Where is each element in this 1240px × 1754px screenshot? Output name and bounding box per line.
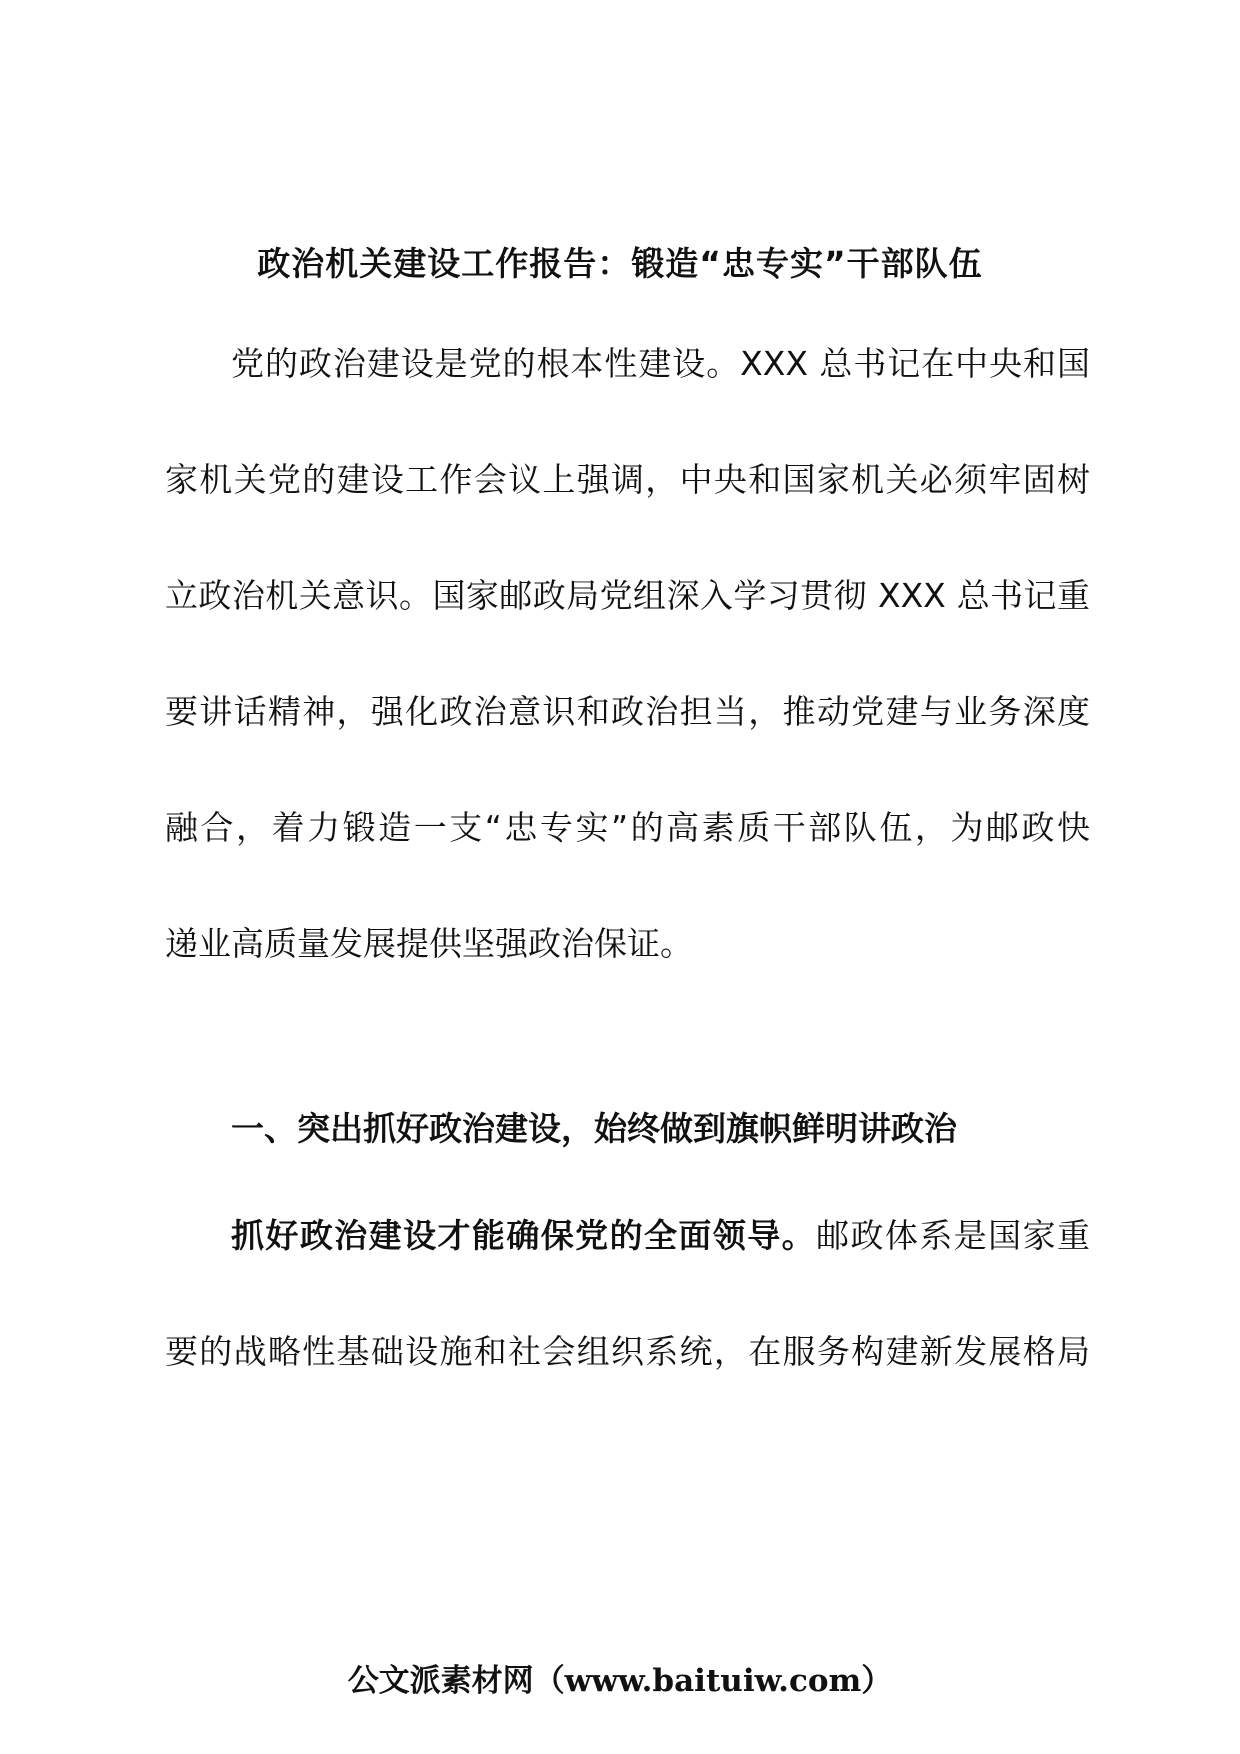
footer-site-name: 公文派素材网 [347, 1663, 534, 1699]
intro-line-2: 家机关党的建设工作会议上强调，中央和国家机关必须牢固树 [165, 460, 1090, 499]
intro-line-3: 立政治机关意识。国家邮政局党组深入学习贯彻 XXX 总书记重 [165, 576, 1090, 615]
section-heading-1: 一、突出抓好政治建设，始终做到旗帜鲜明讲政治 [231, 1109, 957, 1148]
section1-paragraph-line-1 [231, 1212, 1090, 1260]
footer-watermark [0, 1658, 1240, 1704]
footer-url: （www.baituiw.com） [533, 1663, 893, 1699]
section1-lead-sentence: 抓好政治建设才能确保党的全面领导。 [231, 1216, 817, 1255]
section1-line1-rest: 邮政体系是国家重 [816, 1216, 1091, 1255]
intro-line-1: 党的政治建设是党的根本性建设。XXX 总书记在中央和国 [231, 344, 1090, 383]
intro-line-5: 融合，着力锻造一支“忠专实”的高素质干部队伍，为邮政快 [165, 808, 1090, 847]
intro-line-6: 递业高质量发展提供坚强政治保证。 [165, 924, 693, 963]
document-title: 政治机关建设工作报告：锻造“忠专实”干部队伍 [257, 244, 983, 283]
intro-line-4: 要讲话精神，强化政治意识和政治担当，推动党建与业务深度 [165, 692, 1090, 731]
section1-paragraph-line-2: 要的战略性基础设施和社会组织系统，在服务构建新发展格局 [165, 1332, 1090, 1371]
